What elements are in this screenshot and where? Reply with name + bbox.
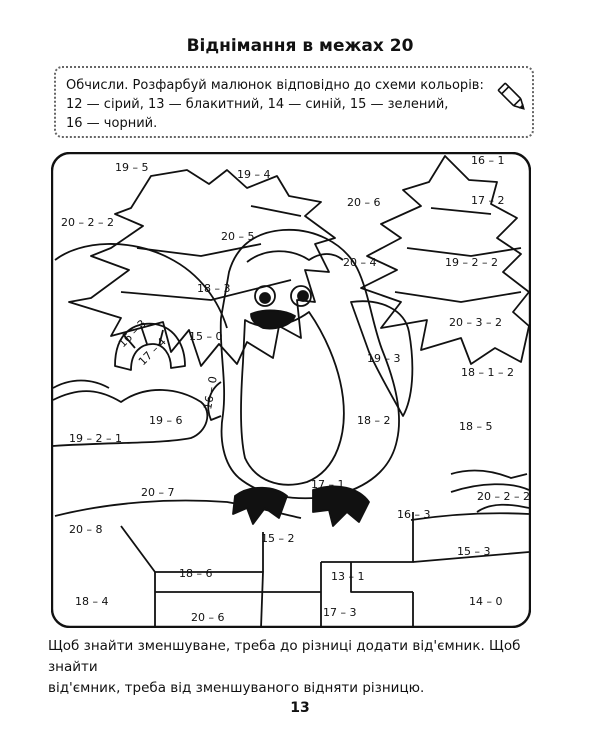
region-expression: 19 – 5 xyxy=(115,161,149,174)
rule-line-1: Щоб знайти зменшуване, треба до різниці додати від'ємник. Щоб знайти xyxy=(48,638,521,675)
region-expression: 18 – 1 – 2 xyxy=(461,366,514,379)
task-line-1: Обчисли. Розфарбуй малюнок відповідно до схеми кольорів: xyxy=(66,78,484,93)
region-expression: 16 – 1 xyxy=(471,154,505,167)
region-expression: 19 – 6 xyxy=(149,414,183,427)
region-expression: 20 – 6 xyxy=(191,611,225,624)
rule-text xyxy=(48,636,552,699)
region-expression: 18 – 5 xyxy=(459,420,493,433)
region-expression: 16 – 0 xyxy=(201,375,220,411)
rule-line-2: від'ємник, треба від зменшуваного відняти різницю. xyxy=(48,680,425,696)
region-expression: 18 – 3 xyxy=(197,282,231,295)
region-expression: 20 – 4 xyxy=(343,256,377,269)
region-expression: 15 – 2 xyxy=(261,532,295,545)
region-expression: 16 – 3 xyxy=(397,508,431,521)
region-expression: 19 – 3 xyxy=(367,352,401,365)
region-expression: 20 – 2 – 2 xyxy=(61,216,114,229)
task-box xyxy=(54,66,534,138)
pencil-icon xyxy=(495,80,531,116)
region-expression: 19 – 4 xyxy=(237,168,271,181)
region-expression: 20 – 3 – 2 xyxy=(449,316,502,329)
region-expression: 14 – 0 xyxy=(469,595,503,608)
region-expression: 18 – 2 xyxy=(357,414,391,427)
region-expression: 20 – 8 xyxy=(69,523,103,536)
page-title: Віднімання в межах 20 xyxy=(186,36,414,56)
task-line-2: 12 — сірий, 13 — блакитний, 14 — синій, 15 — зелений, xyxy=(66,97,449,112)
region-expression: 17 – 1 xyxy=(311,478,345,491)
region-expression: 13 – 1 xyxy=(331,570,365,583)
region-expression: 18 – 6 xyxy=(179,567,213,580)
region-expression: 20 – 7 xyxy=(141,486,175,499)
region-expression: 17 – 2 xyxy=(471,194,505,207)
region-expression: 19 – 2 – 1 xyxy=(69,432,122,445)
region-expression: 19 – 2 – 2 xyxy=(445,256,498,269)
region-expression: 15 – 3 xyxy=(457,545,491,558)
task-line-3: 16 — чорний. xyxy=(66,116,158,131)
region-expression: 18 – 4 xyxy=(75,595,109,608)
region-expression: 20 – 6 xyxy=(347,196,381,209)
region-expression: 16 – 3 xyxy=(115,317,149,351)
region-expression: 17 – 4 xyxy=(135,335,169,369)
region-expression: 20 – 2 – 2 xyxy=(477,490,530,503)
page-number: 13 xyxy=(290,700,310,716)
coloring-picture xyxy=(51,152,531,628)
region-expression: 20 – 5 xyxy=(221,230,255,243)
region-expression: 17 – 3 xyxy=(323,606,357,619)
region-expression: 15 – 0 xyxy=(189,330,223,343)
